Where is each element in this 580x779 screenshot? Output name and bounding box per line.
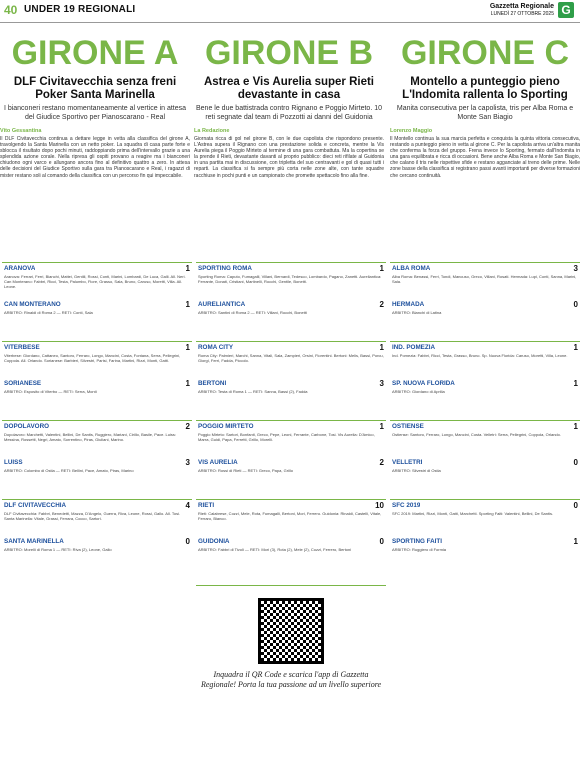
away-score: 1: [185, 299, 190, 309]
girone-c-subtitle: Manita consecutiva per la capolista, tris per Alba Roma e Monte San Biagio: [396, 105, 574, 121]
match-lineup: Roma City: Palmieri, Marchi, Sanna, Vitali, Sala, Zampieri, Orsini, Fiorentini. Bertoni: Melis, Bassi, Porcu, Giorgi, Ferri, Fadda, Piccolo.: [198, 353, 384, 363]
match-away-row: [390, 378, 580, 388]
home-team: ALBA ROMA: [392, 264, 431, 272]
match-lineup: Aranova: Ferrari, Ferri, Bianchi, Mattei, Gentili, Rossi, Conti, Marini, Lombardi, De Luca, Galli. All. Neri. Can Monterano: Fabbri, Ricci, Testa, Palumbo, Fiore, Grasso, Sala, Bruno, Caruso, Moretti, Villa. All. Leone.: [4, 274, 186, 289]
section-title: UNDER 19 REGIONALI: [24, 4, 136, 15]
away-score: 2: [379, 299, 384, 309]
home-score: 3: [573, 263, 578, 273]
match-away-row: [390, 457, 580, 467]
girone-a-subtitle: I bianconeri restano momentaneamente al vertice in attesa del Giudice Sportivo per Pianoscarano - Real: [3, 105, 187, 121]
match-card: [2, 341, 192, 418]
match-home-row: [2, 421, 192, 431]
away-score: 0: [185, 536, 190, 546]
match-away-row: [2, 378, 192, 388]
match-referee: ARBITRO: Santini di Roma 2 — RETI: Villani, Rocchi, Bonetti: [198, 310, 307, 315]
away-score: 3: [185, 457, 190, 467]
match-referee: ARBITRO: Bianchi di Latina: [392, 310, 442, 315]
away-team: VELLETRI: [392, 458, 423, 466]
home-score: 1: [573, 421, 578, 431]
match-home-row: [390, 500, 580, 510]
away-score: 0: [573, 299, 578, 309]
match-lineup: Alba Roma: Benassi, Ferri, Tondi, Mancuso, Greco, Villani, Rosati. Hermada: Lupi, Conti, Sanna, Marini, Sala.: [392, 274, 577, 284]
match-home-row: [196, 500, 386, 510]
away-team: SPORTING FAITI: [392, 537, 443, 545]
match-home-row: [196, 421, 386, 431]
girone-a-title: GIRONE A: [11, 34, 179, 72]
home-score: 4: [185, 500, 190, 510]
match-lineup: SFC 2019: Martini, Rizzi, Monti, Gatti, Marchetti. Sporting Faiti: Valentini, Bellini, De Santis.: [392, 511, 554, 516]
home-team: VITERBESE: [4, 343, 40, 351]
girone-a-article: [0, 22, 190, 236]
girone-c-author: Lorenzo Maggio: [390, 128, 433, 134]
home-score: 1: [379, 263, 384, 273]
match-away-row: [196, 536, 386, 546]
away-score: 1: [185, 378, 190, 388]
girone-a-body: Il DLF Civitavecchia continua a dettare legge in vetta alla classifica del girone A, travolgendo la Santa Marinella con un netto poker. La squadra di casa parte forte e sblocca il risultato dopo pochi minuti, raddoppiando prima dell'intervallo grazie a una splendida azione corale. Nella ripresa gli ospiti provano a reagire ma i bianconeri chiudono ogni varco e allungano ancora fino al definitivo quattro a zero. In attesa delle decisioni del Giudice Sportivo sulla gara tra Pianoscarano e Real, i ragazzi di mister restano soli al comando della classifica con un percorso fin qui impeccabile.: [0, 136, 190, 179]
match-card: [196, 420, 386, 497]
issue-date: LUNEDÌ 27 OTTOBRE 2025: [490, 11, 554, 17]
match-referee: ARBITRO: Testa di Roma 1 — RETI: Sanna, Bassi (2), Fadda: [198, 389, 308, 394]
match-card: [196, 262, 386, 339]
match-referee: ARBITRO: Esposito di Viterbo — RETI: Serra, Monti: [4, 389, 97, 394]
away-score: 1: [573, 378, 578, 388]
away-score: 0: [573, 457, 578, 467]
home-team: IND. POMEZIA: [392, 343, 436, 351]
away-team: VIS AURELIA: [198, 458, 238, 466]
away-score: 3: [379, 378, 384, 388]
match-away-row: [390, 536, 580, 546]
match-referee: ARBITRO: Fabbri di Tivoli — RETI: Mori (3), Rota (2), Mele (2), Cozzi, Ferrero, Bertoni: [198, 547, 352, 552]
match-home-row: [2, 342, 192, 352]
match-home-row: [2, 500, 192, 510]
match-away-row: [2, 536, 192, 546]
girone-c-body: Il Montello continua la sua marcia perfetta e conquista la quinta vittoria consecutiva, restando a punteggio pieno in vetta al girone C. Per la capolista arriva un'altra manita che conferma la forza del gruppo. Frena invece lo Sporting, fermato dall'Indomita in una gara equilibrata e ricca di occasioni. Bene anche Alba Roma e Monte San Biagio, che calano il tris nelle rispettive sfide e restano agganciate al treno delle prime. Nelle zone basse della classifica si registrano passi avanti importanti per diverse formazioni che cercano continuità.: [390, 136, 580, 179]
away-team: SANTA MARINELLA: [4, 537, 64, 545]
match-referee: ARBITRO: Rinaldi di Roma 2 — RETI: Conti, Sala: [4, 310, 93, 315]
match-home-row: [196, 342, 386, 352]
logo-icon: G: [558, 2, 574, 18]
match-away-row: [390, 299, 580, 309]
match-away-row: [2, 457, 192, 467]
girone-c-headline: Montello a punteggio pieno L'Indomita rallenta lo Sporting: [402, 76, 568, 101]
home-score: 1: [185, 263, 190, 273]
away-team: CAN MONTERANO: [4, 300, 61, 308]
home-team: SFC 2019: [392, 501, 421, 509]
home-score: 1: [379, 342, 384, 352]
page-number: 40: [4, 3, 18, 17]
away-team: HERMADA: [392, 300, 425, 308]
away-score: 2: [379, 457, 384, 467]
girone-b-results: [196, 262, 386, 578]
match-card: [2, 262, 192, 339]
home-score: 1: [185, 342, 190, 352]
away-score: 1: [573, 536, 578, 546]
girone-c-article: [390, 22, 580, 246]
away-team: AURELIANTICA: [198, 300, 246, 308]
home-team: POGGIO MIRTETO: [198, 422, 254, 430]
match-lineup: Poggio Mirteto: Sartori, Bonfanti, Greco, Pepe, Leoni, Ferrante, Carbone, Tosi. Vis Aurelia: D'Amico, Marra, Guidi, Papa, Ferretti, Grillo, Morelli.: [198, 432, 375, 442]
home-team: RIETI: [198, 501, 215, 509]
home-score: 2: [185, 421, 190, 431]
match-referee: ARBITRO: Rossi di Rieti — RETI: Greco, Papa, Grillo: [198, 468, 293, 473]
home-team: SPORTING ROMA: [198, 264, 252, 272]
girone-c-results: [390, 262, 580, 578]
promo-text: Inquadra il QR Code e scarica l'app di Gazzetta Regionale! Porta la tua passione ad un livello superiore: [200, 670, 382, 689]
girone-c-title: GIRONE C: [400, 34, 570, 72]
match-referee: ARBITRO: Giordano di Aprilia: [392, 389, 445, 394]
match-away-row: [196, 457, 386, 467]
home-team: ROMA CITY: [198, 343, 234, 351]
away-team: BERTONI: [198, 379, 227, 387]
masthead: [490, 2, 574, 18]
away-team: SORIANESE: [4, 379, 42, 387]
match-away-row: [196, 299, 386, 309]
match-card: [390, 341, 580, 418]
match-card: [390, 262, 580, 339]
match-home-row: [390, 421, 580, 431]
girone-a-author: Vito Gessantina: [0, 128, 42, 134]
away-score: 0: [379, 536, 384, 546]
home-team: OSTIENSE: [392, 422, 424, 430]
match-home-row: [2, 263, 192, 273]
match-lineup: DLF Civitavecchia: Fabbri, Benedetti, Mazza, D'Angelo, Guerra, Riva, Leone, Rossi, Gallo. All. Tosi. Santa Marinella: Vitale, Grassi, Ferrara, Cocco, Sartori.: [4, 511, 181, 521]
match-lineup: Sporting Roma: Caputo, Fumagalli, Villani, Bernardi, Tedesco, Lombardo, Pagano, Zanetti. Aureliantica: Ferrante, Donati, Cristiani, Martinelli, Rocchi, Gentile, Bonetti.: [198, 274, 382, 284]
match-lineup: Dopolavoro: Marchetti, Valentini, Bellini, De Santis, Ruggiero, Mariani, Cirillo, Basile, Pace. Luiss: Messina, Rossetti, Negri, Amato, Sorrentino, Piras, Giuliani, Marino.: [4, 432, 177, 442]
girone-b-article: [194, 22, 384, 250]
away-team: GUIDONIA: [198, 537, 230, 545]
match-referee: ARBITRO: Silvestri di Ostia: [392, 468, 441, 473]
girone-a-results: [2, 262, 192, 578]
match-card: [2, 499, 192, 576]
girone-b-author: La Redazione: [194, 128, 230, 134]
home-score: 1: [379, 421, 384, 431]
match-home-row: [390, 263, 580, 273]
match-away-row: [2, 299, 192, 309]
away-team: SP. NUOVA FLORIDA: [392, 379, 455, 387]
qr-code-icon[interactable]: [258, 598, 324, 664]
match-card: [196, 341, 386, 418]
page-header: [0, 0, 580, 23]
match-lineup: Viterbese: Giordano, Cattaneo, Santoro, Ferraro, Longo, Mancini, Costa, Fontana, Serra, Pellegrini, Coppola. All. Orlando. Sorianese: Barbieri, Silvestri, Parisi, Farina, Martini, Rizzi, Monti, Gatti.: [4, 353, 181, 363]
home-team: DLF CIVITAVECCHIA: [4, 501, 67, 509]
match-referee: ARBITRO: Morelli di Roma 1 — RETI: Riva (2), Leone, Gallo: [4, 547, 112, 552]
home-score: 1: [573, 342, 578, 352]
match-referee: ARBITRO: Ruggiero di Formia: [392, 547, 447, 552]
home-team: ARANOVA: [4, 264, 36, 272]
match-card: [390, 499, 580, 576]
match-away-row: [196, 378, 386, 388]
away-team: LUISS: [4, 458, 23, 466]
girone-b-body: Giornata ricca di gol nel girone B, con le due capolista che rispondono presente. L'Astrea supera il Rignano con una prestazione solida e concreta, mentre la Vis Aurelia piega il Poggio Mirteto al termine di una gara combattuta. Ma la copertina se la prende il Rieti, devastante davanti al proprio pubblico: dieci reti rifilate al Guidonia in una partita mai in discussione, con tripletta del suo centravanti e gol di quasi tutti i reparti. La classifica si fa sempre più corta nelle zone alte, con tante squadre racchiuse in pochi punti e un campionato che promette spettacolo fino alla fine.: [194, 136, 384, 179]
match-card: [2, 420, 192, 497]
girone-b-title: GIRONE B: [204, 34, 374, 72]
match-lineup: Ostiense: Santoro, Ferraro, Longo, Mancini, Costa. Velletri: Serra, Pellegrini, Coppola, Orlando.: [392, 432, 561, 437]
match-lineup: Ind. Pomezia: Fabbri, Ricci, Testa, Grasso, Bruno. Sp. Nuova Florida: Caruso, Moretti, Villa, Leone.: [392, 353, 568, 358]
girone-b-headline: Astrea e Vis Aurelia super Rieti devastante in casa: [203, 76, 375, 101]
match-home-row: [390, 342, 580, 352]
paper-name: Gazzetta Regionale: [489, 3, 554, 10]
home-score: 0: [573, 500, 578, 510]
match-home-row: [196, 263, 386, 273]
match-card: [390, 420, 580, 497]
girone-a-headline: DLF Civitavecchia senza freni Poker Santa Marinella: [13, 76, 177, 101]
app-promo: [196, 585, 386, 774]
home-score: 10: [375, 500, 384, 510]
match-card: [196, 499, 386, 576]
girone-b-subtitle: Bene le due battistrada contro Rignano e Poggio Mirteto. 10 reti segnate dal team di Pozzotti ai danni del Guidonia: [195, 105, 382, 121]
home-team: DOPOLAVORO: [4, 422, 50, 430]
match-referee: ARBITRO: Colombo di Ostia — RETI: Bellini, Pace, Amato, Piras, Marino: [4, 468, 134, 473]
match-lineup: Rieti: Calabrese, Cozzi, Mele, Rota, Fumagalli, Bertoni, Mori, Ferrero. Guidonia: Rinaldi, Castelli, Vitale, Ferraro, Bianco.: [198, 511, 382, 521]
